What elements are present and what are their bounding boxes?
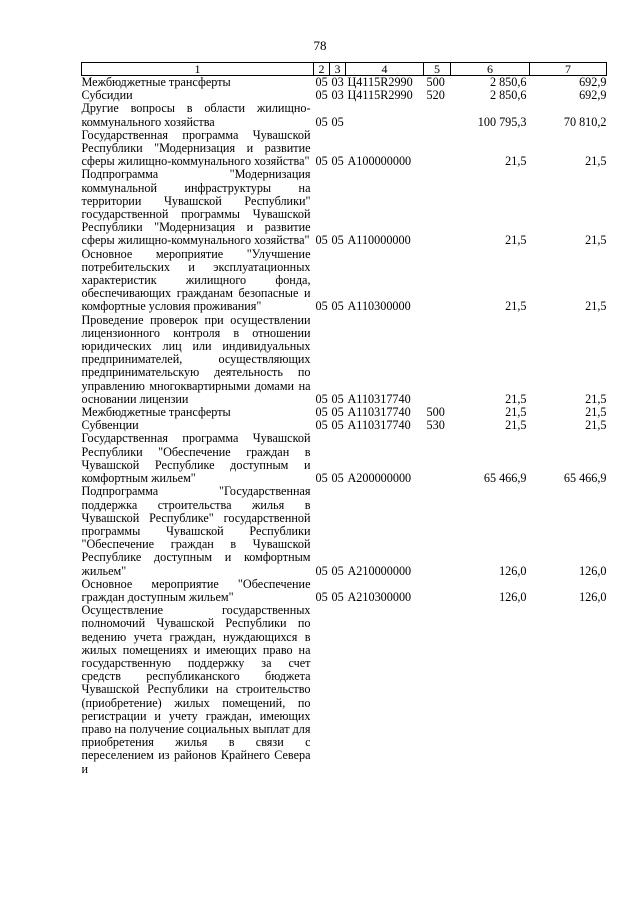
row-expense-type: 520: [426, 88, 445, 103]
row-expense-type: [424, 102, 451, 128]
row-target-code: А110300000: [347, 299, 411, 314]
row-subsection: 03: [331, 88, 344, 103]
row-name: Подпрограмма "Государственная поддержка строительства жилья в Чувашской Республике" государственной программы Чувашской Республики "Обеспечение граждан в Чувашской Республике доступным и комфортным жильем": [81, 484, 311, 578]
row-subsection: 05: [331, 589, 344, 604]
table-row: [82, 406, 607, 419]
row-target-code: Ц4115R2990: [347, 88, 413, 103]
row-expense-type: [424, 248, 451, 314]
row-amount-2020: 21,5: [505, 233, 527, 248]
header-col-5: 5: [424, 63, 451, 76]
row-subsection: [330, 604, 346, 776]
row-target-code: [346, 102, 424, 128]
row-expense-type: 500: [426, 405, 445, 420]
row-amount-2020: 21,5: [505, 154, 527, 169]
row-name: Субвенции: [81, 418, 139, 433]
row-name: Государственная программа Чувашской Республики "Обеспечение граждан в Чувашской Республике доступным и комфортным жильем": [81, 431, 311, 486]
row-subsection: 05: [331, 154, 344, 169]
row-name: Осуществление государственных полномочий Чувашской Республики по ведению учета граждан, нуждающихся в жилых помещениях и имеющих право на государственную поддержку за счет средств республиканского бюджета Чувашской Республики на строительство (приобретение) жилых помещений, по регистрации и учету граждан, имеющих право на получение социальных выплат для приобретения жилья в связи с переселением из районов Крайнего Севера и: [81, 603, 311, 776]
row-expense-type: [424, 604, 451, 776]
row-amount-2020: 65 466,9: [483, 471, 527, 486]
row-name: Подпрограмма "Модернизация коммунальной инфраструктуры на территории Чувашской Республики" государственной программы Чувашской Республики "Модернизация и развитие сферы жилищно-коммунального хозяйства": [81, 167, 311, 248]
row-section: 05: [315, 114, 328, 129]
row-amount-2021: 692,9: [579, 75, 607, 89]
table-row: [82, 168, 607, 247]
row-amount-2020: 2 850,6: [489, 88, 527, 103]
row-section: 05: [315, 154, 328, 169]
row-section: 05: [315, 471, 328, 486]
row-name: Субсидии: [81, 88, 133, 103]
table-row: [82, 248, 607, 314]
table-row: [82, 314, 607, 406]
row-subsection: 05: [331, 391, 344, 406]
table-row: [82, 604, 607, 776]
row-amount-2020: 21,5: [505, 391, 527, 406]
row-subsection: 05: [331, 418, 344, 433]
row-target-code: [346, 604, 424, 776]
row-amount-2020: 2 850,6: [489, 75, 527, 89]
row-subsection: 03: [331, 75, 344, 89]
row-expense-type: [424, 168, 451, 247]
table-row: [82, 578, 607, 604]
row-amount-2021: 21,5: [585, 405, 607, 420]
table-row: [82, 432, 607, 485]
row-section: 05: [315, 299, 328, 314]
row-amount-2020: 21,5: [505, 299, 527, 314]
row-target-code: А110000000: [347, 233, 411, 248]
table-row: [82, 485, 607, 577]
row-expense-type: 530: [426, 418, 445, 433]
row-target-code: А100000000: [347, 154, 412, 169]
row-subsection: 05: [331, 563, 344, 578]
row-amount-2021: 21,5: [585, 154, 607, 169]
row-expense-type: [424, 314, 451, 406]
row-subsection: 05: [331, 471, 344, 486]
row-name: Проведение проверок при осуществлении лицензионного контроля в отношении юридических лиц или индивидуальных предпринимателей, осуществляющих предпринимательскую деятельность по управлению многоквартирными домами на основании лицензии: [81, 312, 311, 406]
row-amount-2020: [451, 604, 530, 776]
row-target-code: А110317740: [347, 418, 411, 433]
row-amount-2020: 100 795,3: [477, 114, 527, 129]
row-amount-2021: 21,5: [585, 299, 607, 314]
row-section: 05: [315, 75, 328, 89]
row-name: Основное мероприятие "Обеспечение граждан доступным жильем": [81, 576, 311, 604]
row-section: 05: [315, 88, 328, 103]
table-header: [82, 63, 607, 76]
row-expense-type: 500: [426, 75, 445, 89]
row-expense-type: [424, 485, 451, 577]
row-amount-2020: 126,0: [499, 589, 527, 604]
row-subsection: 05: [331, 405, 344, 420]
header-row: [82, 63, 607, 76]
row-name: Государственная программа Чувашской Республики "Модернизация и развитие сферы жилищно-коммунального хозяйства": [81, 127, 311, 169]
row-amount-2021: 70 810,2: [563, 114, 607, 129]
row-amount-2021: [530, 604, 607, 776]
page-number: 78: [313, 38, 327, 53]
budget-table: [81, 62, 607, 776]
table-row: [82, 129, 607, 169]
row-amount-2021: 65 466,9: [563, 471, 607, 486]
row-subsection: 05: [331, 299, 344, 314]
row-section: 05: [315, 418, 328, 433]
row-section: 05: [315, 589, 328, 604]
row-expense-type: [424, 578, 451, 604]
row-target-code: А210000000: [347, 563, 412, 578]
row-name: Другие вопросы в области жилищно-коммунального хозяйства: [81, 101, 311, 129]
row-name: Основное мероприятие "Улучшение потребительских и эксплуатационных характеристик жилищного фонда, обеспечивающих гражданам безопасные и комфортные условия проживания": [81, 246, 311, 314]
row-name: Межбюджетные трансферты: [81, 75, 231, 89]
row-section: 05: [315, 391, 328, 406]
row-target-code: А110317740: [347, 391, 411, 406]
row-amount-2021: 21,5: [585, 391, 607, 406]
header-col-1: 1: [82, 63, 314, 76]
row-amount-2021: 126,0: [579, 563, 607, 578]
row-target-code: А110317740: [347, 405, 411, 420]
header-col-2: 2: [314, 63, 330, 76]
row-name: Межбюджетные трансферты: [81, 405, 231, 420]
row-section: 05: [315, 233, 328, 248]
header-col-7: 7: [530, 63, 607, 76]
row-amount-2021: 21,5: [585, 233, 607, 248]
row-target-code: А210300000: [347, 589, 412, 604]
row-expense-type: [424, 432, 451, 485]
row-subsection: 05: [331, 114, 344, 129]
row-amount-2021: 692,9: [579, 88, 607, 103]
header-col-3: 3: [330, 63, 346, 76]
header-col-6: 6: [451, 63, 530, 76]
row-target-code: Ц4115R2990: [347, 75, 413, 89]
row-section: 05: [315, 405, 328, 420]
row-amount-2021: 126,0: [579, 589, 607, 604]
row-amount-2021: 21,5: [585, 418, 607, 433]
table-row: [82, 76, 607, 90]
row-expense-type: [424, 129, 451, 169]
row-amount-2020: 21,5: [505, 418, 527, 433]
row-subsection: 05: [331, 233, 344, 248]
header-col-4: 4: [346, 63, 424, 76]
row-target-code: А200000000: [347, 471, 412, 486]
row-amount-2020: 21,5: [505, 405, 527, 420]
table-row: [82, 102, 607, 128]
row-section: [314, 604, 330, 776]
row-section: 05: [315, 563, 328, 578]
row-amount-2020: 126,0: [499, 563, 527, 578]
table-body: [82, 76, 607, 776]
